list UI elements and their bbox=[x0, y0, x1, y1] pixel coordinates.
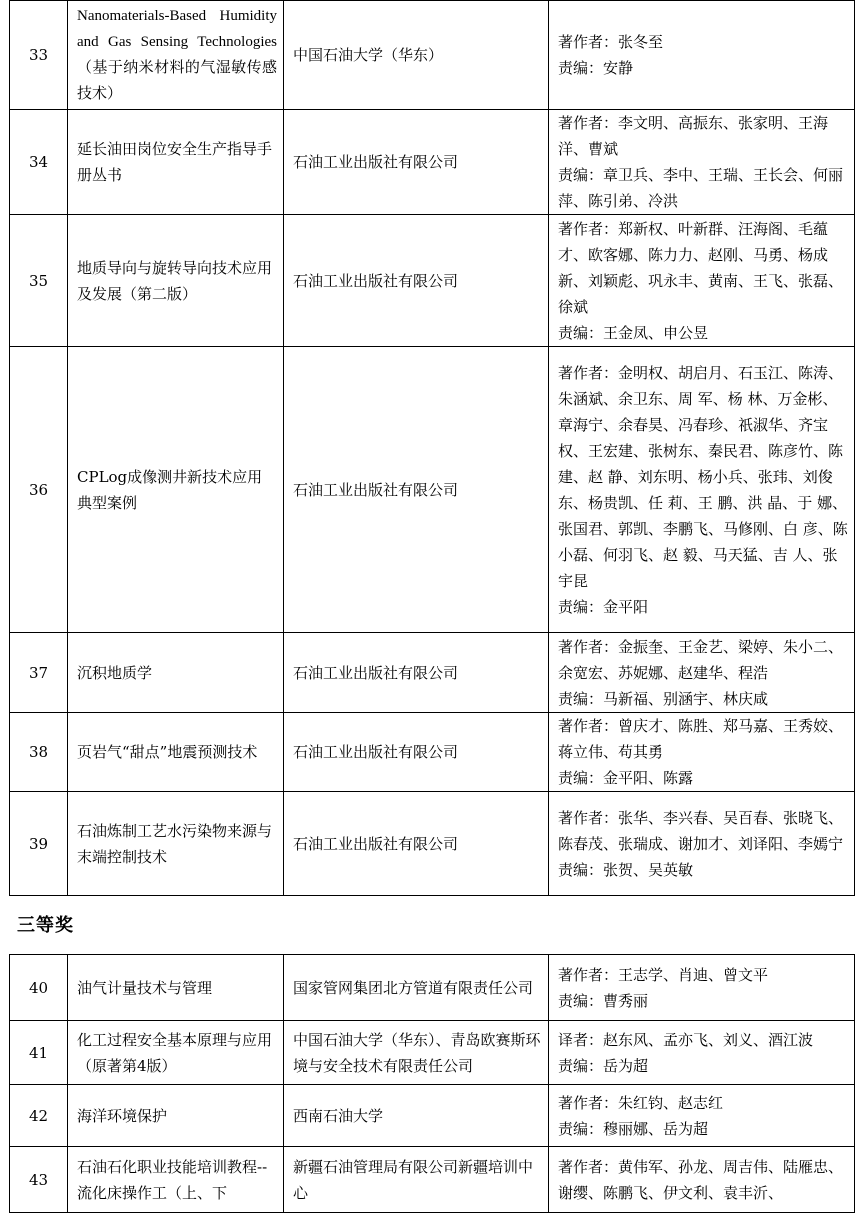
row-number: 43 bbox=[10, 1147, 68, 1213]
book-title: CPLog成像测井新技术应用典型案例 bbox=[68, 347, 284, 633]
row-number: 39 bbox=[10, 792, 68, 896]
row-number: 33 bbox=[10, 1, 68, 110]
row-number: 42 bbox=[10, 1085, 68, 1147]
author-line: 著作者：金明权、胡启月、石玉江、陈涛、朱涵斌、余卫东、周 军、杨 林、万金彬、章海宁、余春昊、冯春珍、祇淑华、齐宝权、王宏建、张树东、秦民君、陈彦竹、陈 建、赵 静、刘东明、杨小兵、张玮、刘俊东、杨贵凯、任 莉、王 鹏、洪 晶、于 娜、张国君、郭凯、李鹏飞、马修刚、白 彦、陈小磊、何羽飞、赵 毅、马天猛、吉 人、张宇昆 bbox=[558, 363, 848, 590]
editor-line: 责编：张贺、吴英敏 bbox=[558, 860, 694, 879]
table-row bbox=[10, 215, 855, 347]
table-row bbox=[10, 1085, 855, 1147]
table-row bbox=[10, 110, 855, 215]
translator-line: 译者：赵东风、孟亦飞、刘义、酒江波 bbox=[558, 1030, 814, 1049]
publisher: 石油工业出版社有限公司 bbox=[284, 633, 549, 713]
author-line: 著作者：张华、李兴春、吴百春、张晓飞、陈春茂、张瑞成、谢加才、刘译阳、李嫣宁 bbox=[558, 808, 844, 853]
people-cell bbox=[549, 1, 855, 110]
people-cell bbox=[549, 955, 855, 1021]
editor-line: 责编：金平阳 bbox=[558, 597, 649, 616]
row-number: 41 bbox=[10, 1021, 68, 1085]
row-number: 35 bbox=[10, 215, 68, 347]
people-cell bbox=[549, 713, 855, 792]
book-title: 油气计量技术与管理 bbox=[68, 955, 284, 1021]
author-line: 著作者：曾庆才、陈胜、郑马嘉、王秀姣、蒋立伟、苟其勇 bbox=[558, 717, 844, 761]
publisher: 石油工业出版社有限公司 bbox=[284, 713, 549, 792]
editor-line: 责编：王金凤、申公昱 bbox=[558, 323, 709, 342]
author-line: 著作者：李文明、高振东、张家明、王海洋、曹斌 bbox=[558, 114, 829, 158]
publisher: 石油工业出版社有限公司 bbox=[284, 792, 549, 896]
publisher: 石油工业出版社有限公司 bbox=[284, 110, 549, 215]
publisher: 新疆石油管理局有限公司新疆培训中心 bbox=[284, 1147, 549, 1213]
publisher: 石油工业出版社有限公司 bbox=[284, 215, 549, 347]
publisher: 中国石油大学（华东）、青岛欧赛斯环境与安全技术有限责任公司 bbox=[284, 1021, 549, 1085]
row-number: 34 bbox=[10, 110, 68, 215]
people-cell bbox=[549, 347, 855, 633]
book-title: 化工过程安全基本原理与应用（原著第4版） bbox=[68, 1021, 284, 1085]
publisher: 石油工业出版社有限公司 bbox=[284, 347, 549, 633]
editor-line: 责编：穆丽娜、岳为超 bbox=[558, 1119, 709, 1138]
table-row bbox=[10, 713, 855, 792]
row-number: 36 bbox=[10, 347, 68, 633]
editor-line: 责编：金平阳、陈露 bbox=[558, 769, 694, 787]
book-title: 海洋环境保护 bbox=[68, 1085, 284, 1147]
row-number: 38 bbox=[10, 713, 68, 792]
people-cell bbox=[549, 1021, 855, 1085]
table-row bbox=[10, 1021, 855, 1085]
author-line: 著作者：黄伟军、孙龙、周吉伟、陆雁忠、谢缨、陈鹏飞、伊文利、袁丰沂、 bbox=[558, 1157, 844, 1202]
book-title: 地质导向与旋转导向技术应用及发展（第二版） bbox=[68, 215, 284, 347]
author-line: 著作者：金振奎、王金艺、梁婷、朱小二、余宽宏、苏妮娜、赵建华、程浩 bbox=[558, 637, 844, 682]
table-row bbox=[10, 955, 855, 1021]
table-row bbox=[10, 1, 855, 110]
section-heading-third-prize: 三等奖 bbox=[17, 915, 74, 936]
publisher: 国家管网集团北方管道有限责任公司 bbox=[284, 955, 549, 1021]
editor-line: 责编：岳为超 bbox=[558, 1056, 649, 1075]
row-number: 40 bbox=[10, 955, 68, 1021]
awards-table-second-prize bbox=[9, 0, 855, 896]
author-line: 著作者：王志学、肖迪、曾文平 bbox=[558, 965, 769, 984]
editor-line: 责编：章卫兵、李中、王瑞、王长会、何丽萍、陈引弟、冷洪 bbox=[558, 166, 844, 210]
book-title: 石油炼制工艺水污染物来源与末端控制技术 bbox=[68, 792, 284, 896]
author-line: 著作者：张冬至 bbox=[558, 33, 664, 51]
author-line: 著作者：郑新权、叶新群、汪海阁、毛蕴才、欧客娜、陈力力、赵刚、马勇、杨成新、刘颖彪、巩永丰、黄南、王飞、张磊、徐斌 bbox=[558, 219, 844, 316]
row-number: 37 bbox=[10, 633, 68, 713]
people-cell bbox=[549, 633, 855, 713]
editor-line: 责编：马新福、别涵宇、林庆咸 bbox=[558, 689, 769, 708]
book-title: 页岩气“甜点”地震预测技术 bbox=[68, 713, 284, 792]
table-row bbox=[10, 347, 855, 633]
table-row bbox=[10, 792, 855, 896]
people-cell bbox=[549, 1147, 855, 1213]
book-title: 石油石化职业技能培训教程--流化床操作工（上、下 bbox=[68, 1147, 284, 1213]
publisher: 中国石油大学（华东） bbox=[284, 1, 549, 110]
editor-line: 责编：曹秀丽 bbox=[558, 991, 649, 1010]
table-row bbox=[10, 633, 855, 713]
table-row bbox=[10, 1147, 855, 1213]
publisher: 西南石油大学 bbox=[284, 1085, 549, 1147]
author-line: 著作者：朱红钧、赵志红 bbox=[558, 1093, 724, 1112]
people-cell bbox=[549, 110, 855, 215]
editor-line: 责编：安静 bbox=[558, 59, 634, 77]
people-cell bbox=[549, 792, 855, 896]
awards-table-third-prize bbox=[9, 954, 855, 1213]
people-cell bbox=[549, 215, 855, 347]
book-title: 延长油田岗位安全生产指导手册丛书 bbox=[68, 110, 284, 215]
book-title: Nanomaterials-Based Humidity and Gas Sensing Technologies（基于纳米材料的气湿敏传感技术） bbox=[68, 1, 284, 110]
people-cell bbox=[549, 1085, 855, 1147]
book-title: 沉积地质学 bbox=[68, 633, 284, 713]
